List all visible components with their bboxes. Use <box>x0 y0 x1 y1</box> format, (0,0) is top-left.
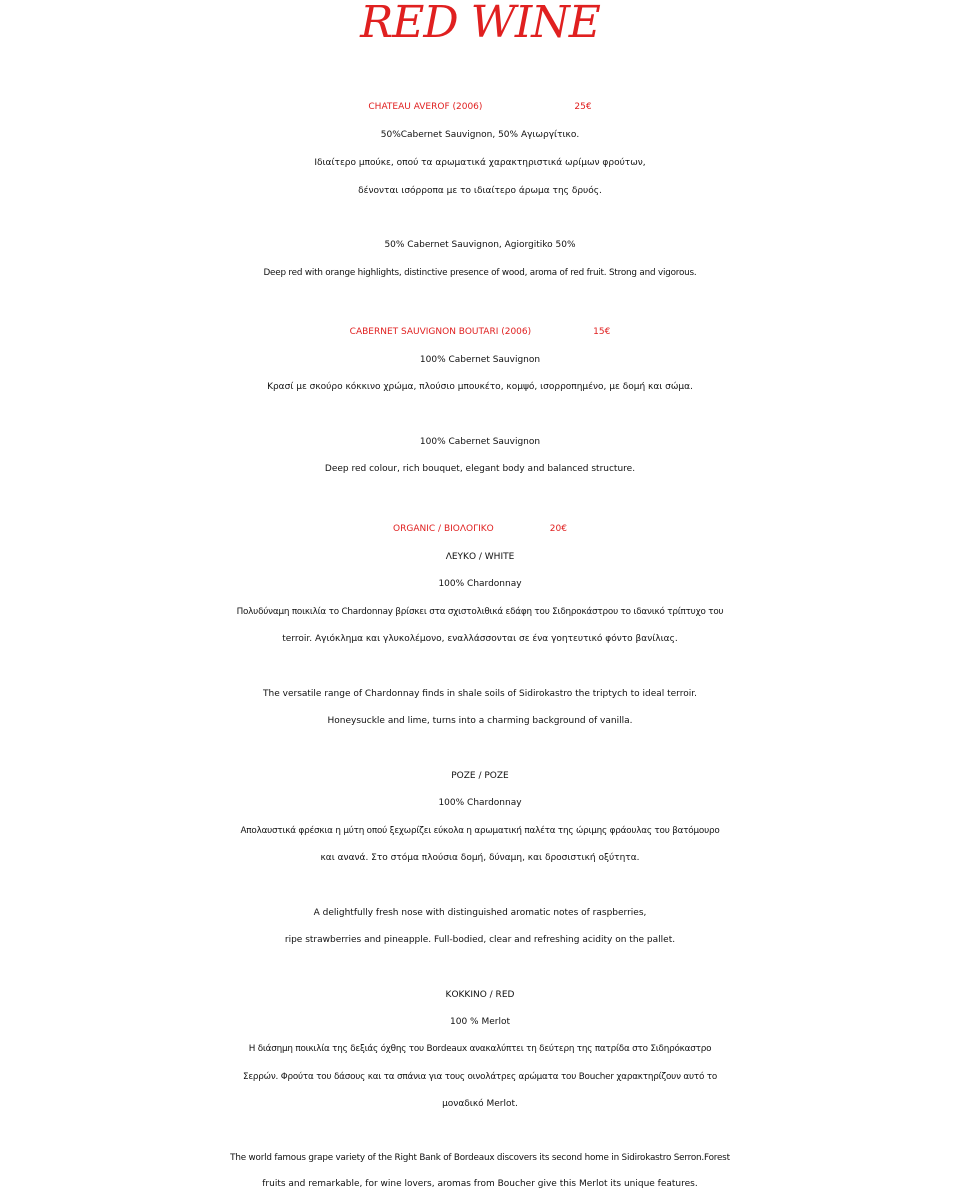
wine-description-line: 100 % Merlot <box>450 1017 510 1027</box>
wine-subheading: ΚΟΚΚΙΝΟ / RED <box>445 990 515 1000</box>
wine-description-line: Κρασί με σκούρο κόκκινο χρώμα, πλούσιο μπουκέτο, κομψό, ισορροπημένο, με δομή και σώμα. <box>267 382 693 392</box>
wine-description-line: 100% Cabernet Sauvignon <box>419 437 541 447</box>
wine-subheading: ΛΕΥΚΟ / WHITE <box>445 552 515 562</box>
page-title: RED WINE <box>360 0 600 48</box>
wine-description-line: Απολαυστικά φρέσκια η μύτη οπού ξεχωρίζει εύκολα η αρωματική παλέτα της ώριμης φράουλας του βατόμουρο <box>240 826 720 836</box>
wine-price: 20€ <box>549 524 567 534</box>
wine-heading <box>0 518 960 540</box>
wine-description-line: 50%Cabernet Sauvignon, 50% Αγιωργίτικο. <box>380 130 580 140</box>
wine-description-line: Deep red colour, rich bouquet, elegant body and balanced structure. <box>324 464 636 474</box>
wine-description-line: 100% Cabernet Sauvignon <box>419 355 541 365</box>
wine-description-line: δένονται ισόρροπα με το ιδιαίτερο άρωμα της δρυός. <box>358 186 602 196</box>
wine-description-line: terroir. Αγιόκλημα και γλυκολέμονο, εναλλάσσονται σε ένα γοητευτικό φόντο βανίλιας. <box>282 634 678 644</box>
wine-heading <box>0 321 960 343</box>
wine-description-line: Σερρών. Φρούτα του δάσους και τα σπάνια για τους οινολάτρες αρώματα του Boucher χαρακτηρίζουν αυτό το <box>242 1072 718 1082</box>
wine-description-line: The versatile range of Chardonnay finds in shale soils of Sidirokastro the triptych to ideal terroir. <box>263 689 697 699</box>
wine-name: ORGANIC / ΒΙΟΛΟΓΙΚΟ <box>393 524 494 534</box>
wine-description-line: A delightfully fresh nose with distinguished aromatic notes of raspberries, <box>313 908 647 918</box>
wine-subheading: ΡΟΖΕ / ΡΟΖΕ <box>451 771 509 781</box>
wine-description-line: 50% Cabernet Sauvignon, Agiorgitiko 50% <box>384 240 576 250</box>
wine-description-line: Deep red with orange highlights, distinctive presence of wood, aroma of red fruit. Strong and vigorous. <box>263 268 697 278</box>
wine-description-line: ripe strawberries and pineapple. Full-bodied, clear and refreshing acidity on the pallet. <box>284 935 676 945</box>
wine-heading <box>0 96 960 118</box>
wine-description-line: Ιδιαίτερο μπούκε, οπού τα αρωματικά χαρακτηριστικά ωρίμων φρούτων, <box>314 158 646 168</box>
wine-price: 25€ <box>574 102 592 112</box>
wine-description-line: Η διάσημη ποικιλία της δεξιάς όχθης του Bordeaux ανακαλύπτει τη δεύτερη της πατρίδα στο Σιδηρόκαστρο <box>248 1044 712 1054</box>
wine-description-line: fruits and remarkable, for wine lovers, aromas from Boucher give this Merlot its unique features. <box>262 1179 698 1189</box>
wine-name: CHATEAU AVEROF (2006) <box>368 102 483 112</box>
wine-description-line: και ανανά. Στο στόμα πλούσια δομή, δύναμη, και δροσιστική οξύτητα. <box>320 853 640 863</box>
wine-description-line: Honeysuckle and lime, turns into a charming background of vanilla. <box>327 716 633 726</box>
wine-price: 15€ <box>593 327 611 337</box>
wine-description-line: 100% Chardonnay <box>438 798 522 808</box>
wine-description-line: The world famous grape variety of the Right Bank of Bordeaux discovers its second home in Sidirokastro Serron.Forest <box>230 1153 730 1163</box>
wine-description-line: Πολυδύναμη ποικιλία το Chardonnay βρίσκει στα σχιστολιθικά εδάφη του Σιδηροκάστρου το ιδανικό τρίπτυχο του <box>236 607 724 617</box>
wine-name: CABERNET SAUVIGNON BOUTARI (2006) <box>349 327 532 337</box>
wine-description-line: μοναδικό Merlot. <box>442 1099 518 1109</box>
wine-description-line: 100% Chardonnay <box>438 579 522 589</box>
